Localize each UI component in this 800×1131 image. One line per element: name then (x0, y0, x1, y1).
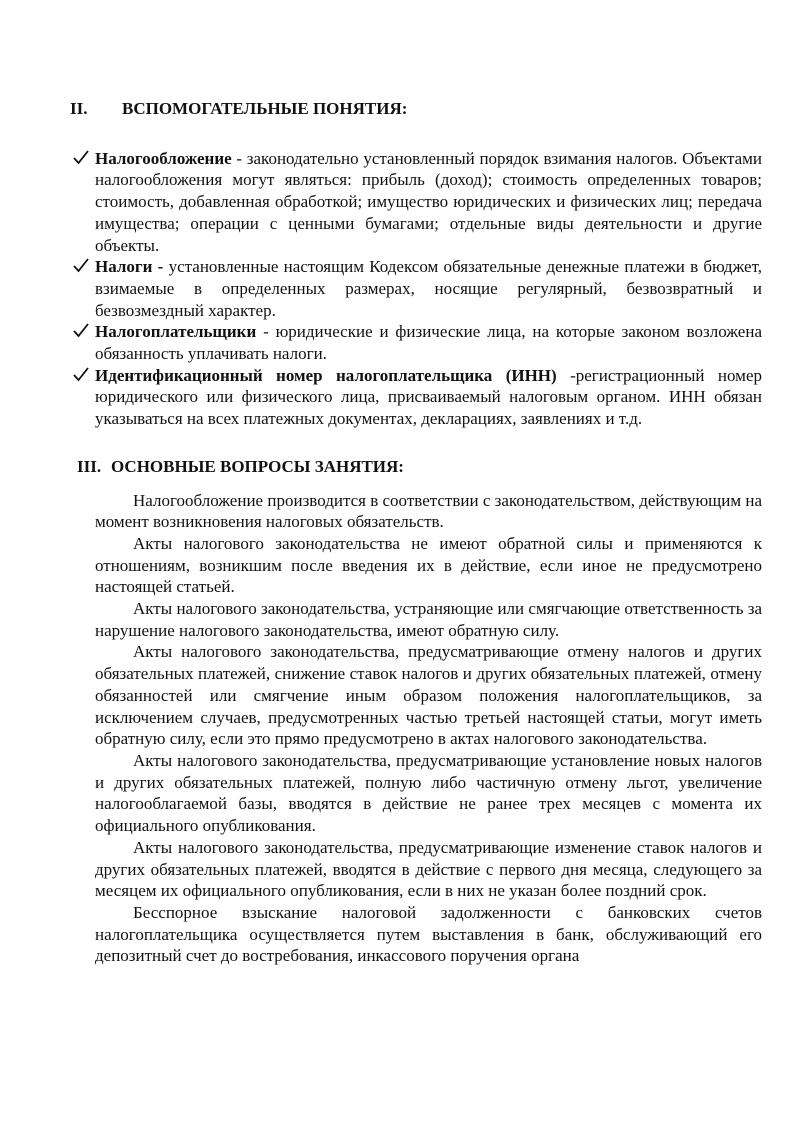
definition-item (95, 256, 762, 321)
definition-term: Налоги - (95, 257, 164, 277)
checkmark-icon (72, 321, 90, 339)
definition-text: - законодательно установленный порядок взимания налогов. Объектами налогообложения могут являться: прибыль (доход); стоимость определенных товаров; стоимость, добавленная обработкой; имущество юридических и физических лиц; передача имущества; операции с ценными бумагами; отдельные виды деятельности и другие объекты. (95, 148, 762, 255)
section-3-heading (77, 456, 762, 478)
definition-term: Идентификационный номер налогоплательщика (ИНН) (95, 365, 557, 385)
definition-item (95, 365, 762, 430)
checkmark-icon (72, 256, 90, 274)
checkmark-icon (72, 148, 90, 166)
definition-item (95, 321, 762, 364)
definition-term: Налогоплательщики (95, 322, 257, 342)
definition-text: - юридические и физические лица, на которые законом возложена обязанность уплачивать налоги. (95, 322, 762, 364)
paragraph: Акты налогового законодательства не имеют обратной силы и применяются к отношениям, возникшим после введения их в действие, если иное не предусмотрено настоящей статьей. (95, 533, 762, 597)
paragraph: Акты налогового законодательства, предусматривающие отмену налогов и других обязательных платежей, снижение ставок налогов и других обязательных платежей, отмену обязанностей или смягчение иным образом положения налогоплательщиков, за исключением случаев, предусмотренных частью третьей настоящей статьи, могут иметь обратную силу, если это прямо предусмотрено в актах налогового законодательства. (95, 642, 762, 749)
checkmark-icon (72, 365, 90, 383)
section-2-title: ВСПОМОГАТЕЛЬНЫЕ ПОНЯТИЯ: (122, 99, 408, 118)
section-3-title: ОСНОВНЫЕ ВОПРОСЫ ЗАНЯТИЯ: (111, 456, 404, 476)
definition-text: -регистрационный номер юридического или физического лица, присваиваемый налоговым органом. ИНН обязан указываться на всех платежных документах, декларациях, заявлениях и т.д. (95, 365, 762, 429)
definitions-list (95, 148, 762, 430)
page-content (70, 98, 762, 967)
paragraph: Налогообложение производится в соответствии с законодательством, действующим на момент возникновения налоговых обязательств. (95, 490, 762, 532)
paragraph: Акты налогового законодательства, предусматривающие установление новых налогов и других обязательных платежей, полную либо частичную отмену льгот, увеличение налогооблагаемой базы, вводятся в действие не ранее трех месяцев с момента их официального опубликования. (95, 750, 762, 836)
paragraph: Акты налогового законодательства, устраняющие или смягчающие ответственность за нарушение налогового законодательства, имеют обратную силу. (95, 599, 762, 640)
section-2-number: II. (70, 99, 88, 118)
definition-text: установленные настоящим Кодексом обязательные денежные платежи в бюджет, взимаемые в определенных размерах, носящие регулярный, безвозвратный и безвозмездный характер. (95, 257, 762, 320)
paragraph: Акты налогового законодательства, предусматривающие изменение ставок налогов и других обязательных платежей, вводятся в действие с первого дня месяца, следующего за месяцем их официального опубликования, если в них не указан более поздний срок. (95, 837, 762, 901)
paragraph: Бесспорное взыскание налоговой задолженности с банковских счетов налогоплательщика осуществляется путем выставления в банк, обслуживающий его депозитный счет до востребования, инкассового поручения органа (95, 902, 762, 966)
definition-item (95, 148, 762, 257)
section-2-heading (70, 98, 762, 120)
section-3-body (95, 490, 762, 967)
section-3-number: III. (77, 456, 102, 476)
definition-term: Налогообложение (95, 148, 232, 168)
